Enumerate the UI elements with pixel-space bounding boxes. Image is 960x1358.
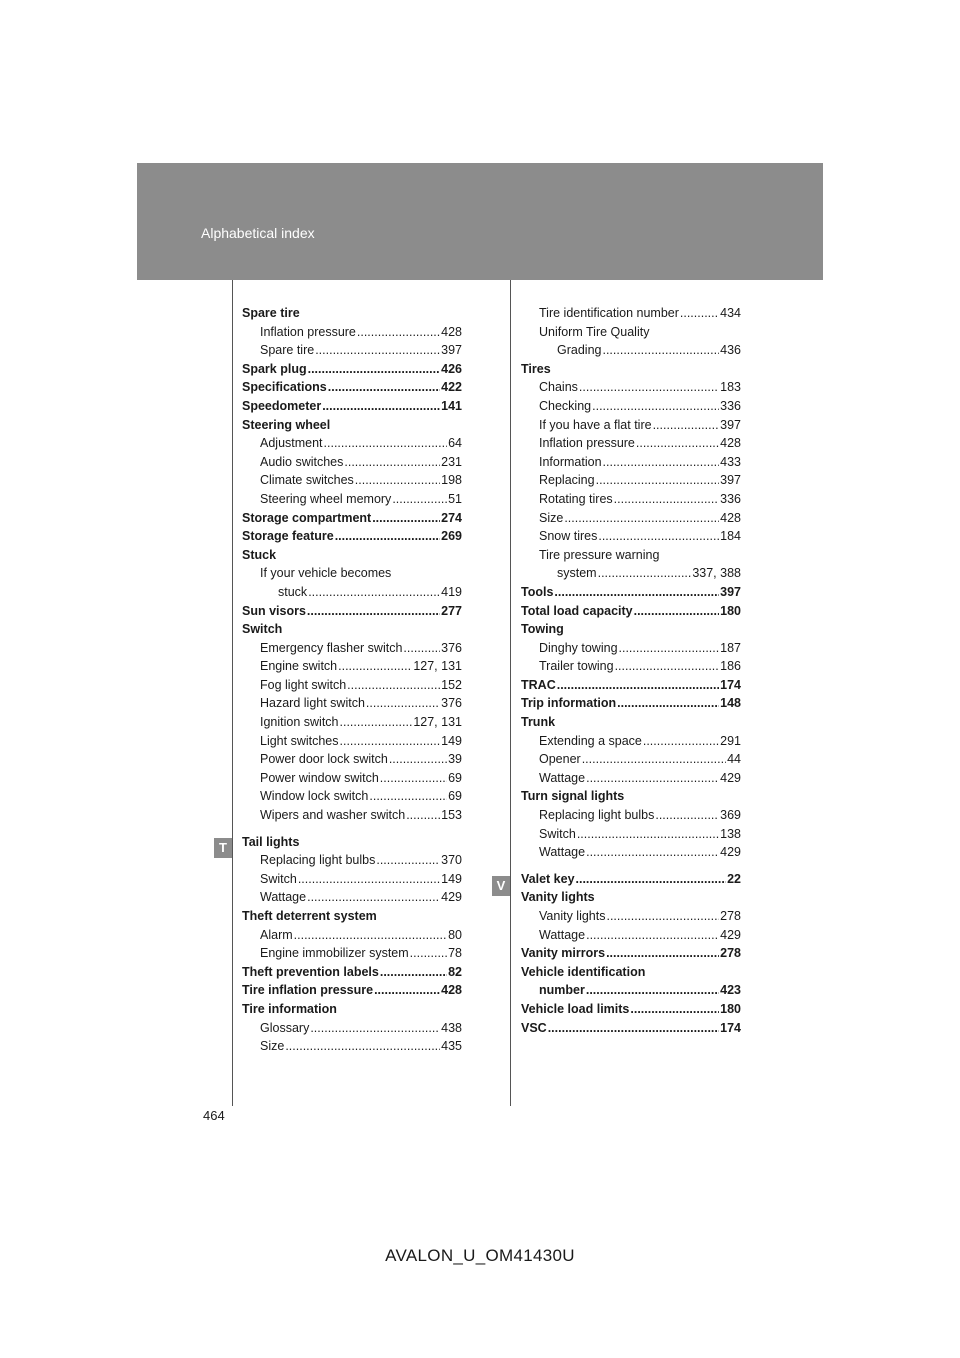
index-entry [242,602,462,621]
section-gap [521,862,741,870]
entry-label: Trailer towing [539,659,614,674]
dot-leader [596,471,720,490]
entry-label: Tire inflation pressure [242,983,374,998]
entry-label: Switch [260,871,297,886]
entry-label: Engine switch [260,659,338,674]
dot-leader [410,944,447,963]
index-entry [242,453,462,472]
page-reference: 64 [448,436,462,451]
index-entry [242,732,462,751]
page-reference: 149 [441,733,462,748]
index-entry [242,509,462,528]
dot-leader [335,527,440,546]
entry-label: Vanity lights [521,890,595,905]
index-entry [521,323,741,342]
index-entry [242,583,462,602]
entry-label: Inflation pressure [260,324,356,339]
entry-label: Trunk [521,715,556,730]
page-reference: 138 [720,826,741,841]
entry-label: Tires [521,361,551,376]
page-reference: 152 [441,677,462,692]
dot-leader [606,944,719,963]
index-entry [242,694,462,713]
index-entry [242,750,462,769]
entry-label: Rotating tires [539,491,613,506]
dot-leader [554,583,719,602]
entry-label: number [539,983,585,998]
index-entry [521,639,741,658]
index-entry [242,1019,462,1038]
index-entry [242,1037,462,1056]
dot-leader [340,732,441,751]
entry-label: Power door lock switch [260,752,388,767]
dot-leader [630,1000,719,1019]
index-entry [242,416,462,435]
index-entry [242,546,462,565]
index-entry [242,981,462,1000]
page-reference: 428 [720,510,741,525]
entry-label: Tire information [242,1001,337,1016]
dot-leader [653,416,720,435]
dot-leader [338,657,412,676]
index-entry [242,304,462,323]
dot-leader [576,870,727,889]
dot-leader [603,453,720,472]
index-entry [521,732,741,751]
page-reference: 419 [441,584,462,599]
page-reference: 433 [720,454,741,469]
letter-tab-t: T [214,838,232,858]
index-entry [242,676,462,695]
page-reference: 174 [720,677,741,692]
entry-label: Switch [539,826,576,841]
index-entry [242,323,462,342]
index-entry [521,453,741,472]
index-entry [521,806,741,825]
dot-leader [380,963,447,982]
entry-label: Adjustment [260,436,323,451]
index-entry [521,583,741,602]
index-entry [521,471,741,490]
entry-label: Dinghy towing [539,640,618,655]
dot-leader [598,564,692,583]
entry-label: Spare tire [242,306,300,320]
index-entry [521,416,741,435]
index-entry [242,713,462,732]
page-reference: 397 [720,417,741,432]
page-reference: 436 [720,343,741,358]
dot-leader [347,676,440,695]
index-entry [521,1019,741,1038]
page-reference: 231 [441,454,462,469]
index-entry [521,888,741,907]
dot-leader [328,378,440,397]
dot-leader [582,750,726,769]
page-reference: 180 [720,1001,741,1016]
index-entry [521,490,741,509]
dot-leader [369,787,447,806]
entry-label: Ignition switch [260,715,339,730]
dot-leader [357,323,440,342]
dot-leader [680,304,719,323]
index-column-right [521,304,741,1037]
index-entry [521,602,741,621]
entry-label: Vanity mirrors [521,946,606,961]
dot-leader [579,378,719,397]
dot-leader [617,694,719,713]
dot-leader [643,732,719,751]
entry-label: Fog light switch [260,677,347,692]
dot-leader [374,981,440,1000]
entry-label: Window lock switch [260,789,369,804]
page-reference: 174 [720,1020,741,1035]
entry-label: Valet key [521,871,575,886]
dot-leader [602,341,719,360]
entry-label: Wattage [539,770,586,785]
dot-leader [294,926,447,945]
index-entry [521,870,741,889]
page-reference: 51 [448,491,462,506]
page-reference: 278 [720,946,741,961]
index-entry [521,787,741,806]
index-entry [242,963,462,982]
index-entry [242,806,462,825]
dot-leader [598,527,719,546]
page-reference: 397 [720,473,741,488]
entry-label: If your vehicle becomes [260,566,392,581]
index-entry [521,434,741,453]
entry-label: Opener [539,752,581,767]
page-reference: 148 [720,696,741,711]
entry-label: system [557,566,597,581]
page-reference: 438 [441,1020,462,1035]
page-reference: 187 [720,640,741,655]
page-reference: 429 [720,770,741,785]
dot-leader [308,583,440,602]
index-entry [242,851,462,870]
dot-leader [586,926,719,945]
entry-label: Climate switches [260,473,354,488]
page-reference: 78 [448,946,462,961]
entry-label: Alarm [260,927,293,942]
index-entry [242,639,462,658]
dot-leader [548,1019,719,1038]
index-entry [242,620,462,639]
entry-label: Wattage [260,890,307,905]
dot-leader [557,676,719,695]
dot-leader [376,851,440,870]
entry-label: Steering wheel [242,417,331,432]
page-reference: 69 [448,789,462,804]
dot-leader [366,694,440,713]
page-reference: 274 [441,510,462,525]
index-column-left [242,304,462,1056]
entry-label: Trip information [521,696,617,711]
entry-label: Switch [242,622,283,637]
entry-label: Chains [539,380,578,395]
page-reference: 428 [441,324,462,339]
entry-label: Wattage [539,845,586,860]
entry-label: Total load capacity [521,603,633,618]
entry-label: Turn signal lights [521,789,625,804]
entry-label: Replacing light bulbs [539,808,655,823]
dot-leader [406,806,440,825]
entry-label: Storage compartment [242,510,372,525]
index-entry [521,713,741,732]
index-entry [242,833,462,852]
page-reference: 39 [448,752,462,767]
page-reference: 435 [441,1039,462,1054]
index-entry [242,1000,462,1019]
dot-leader [372,509,440,528]
page-reference: 127, 131 [413,659,462,674]
section-title: Alphabetical index [201,225,315,241]
entry-label: Wattage [539,927,586,942]
entry-label: Inflation pressure [539,436,635,451]
index-entry [521,378,741,397]
index-entry [242,341,462,360]
entry-label: Engine immobilizer system [260,946,409,961]
index-entry [521,843,741,862]
index-entry [521,509,741,528]
index-entry [521,564,741,583]
page-reference: 422 [441,380,462,395]
entry-label: Spare tire [260,343,315,358]
index-entry [521,907,741,926]
entry-label: Emergency flasher switch [260,640,403,655]
column-divider-right [510,280,511,1106]
index-entry [242,787,462,806]
entry-label: Tail lights [242,834,300,849]
dot-leader [310,1019,440,1038]
letter-tab-v: V [492,876,510,896]
dot-leader [380,769,447,788]
page-number: 464 [203,1108,225,1123]
index-entry [242,564,462,583]
page-reference: 127, 131 [413,715,462,730]
page-reference: 336 [720,491,741,506]
page-reference: 291 [720,733,741,748]
index-entry [521,694,741,713]
entry-label: Theft prevention labels [242,964,379,979]
entry-label: Snow tires [539,529,598,544]
dot-leader [586,769,719,788]
dot-leader [615,657,720,676]
index-entry [521,769,741,788]
index-entry [521,1000,741,1019]
dot-leader [619,639,720,658]
dot-leader [403,639,440,658]
page-reference: 69 [448,770,462,785]
dot-leader [340,713,413,732]
page-reference: 426 [441,361,462,376]
index-entry [242,870,462,889]
index-entry [242,926,462,945]
entry-label: Specifications [242,380,327,395]
entry-label: Uniform Tire Quality [539,324,650,339]
dot-leader [577,825,719,844]
entry-label: Towing [521,622,564,637]
entry-label: Sun visors [242,603,306,618]
index-entry [521,676,741,695]
entry-label: Vanity lights [539,909,606,923]
index-entry [521,750,741,769]
index-entry [521,981,741,1000]
entry-label: Vehicle load limits [521,1001,630,1016]
index-entry [242,769,462,788]
dot-leader [606,907,719,926]
page-reference: 336 [720,398,741,413]
page-reference: 423 [720,983,741,998]
index-entry [242,397,462,416]
index-entry [242,378,462,397]
dot-leader [564,509,719,528]
dot-leader [389,750,447,769]
dot-leader [307,888,440,907]
entry-label: Size [539,510,564,525]
index-entry [521,304,741,323]
dot-leader [324,434,448,453]
entry-label: Hazard light switch [260,696,365,711]
entry-label: Glossary [260,1020,310,1035]
index-entry [521,926,741,945]
index-entry [521,944,741,963]
dot-leader [634,602,720,621]
index-entry [521,657,741,676]
page-reference: 186 [720,659,741,674]
dot-leader [308,360,441,379]
index-entry [242,434,462,453]
entry-label: Audio switches [260,454,344,469]
index-entry [521,360,741,379]
dot-leader [285,1037,440,1056]
dot-leader [614,490,719,509]
dot-leader [586,843,719,862]
entry-label: TRAC [521,677,556,692]
entry-label: Tire identification number [539,306,679,320]
index-entry [242,657,462,676]
page-reference: 429 [441,890,462,905]
page-reference: 44 [727,752,741,767]
page-reference: 22 [727,871,741,886]
entry-label: Wipers and washer switch [260,808,406,823]
index-entry [521,341,741,360]
entry-label: Checking [539,398,592,413]
page-reference: 376 [441,640,462,655]
page-reference: 429 [720,927,741,942]
page-reference: 153 [441,808,462,823]
entry-label: Steering wheel memory [260,491,392,506]
page-reference: 278 [720,909,741,923]
page-reference: 141 [441,398,462,413]
page-reference: 434 [720,306,741,320]
page-reference: 369 [720,808,741,823]
index-entry [521,825,741,844]
index-entry [521,397,741,416]
page-reference: 397 [441,343,462,358]
page-reference: 397 [720,584,741,599]
index-entry [242,527,462,546]
entry-label: If you have a flat tire [539,417,652,432]
dot-leader [344,453,440,472]
page-reference: 180 [720,603,741,618]
entry-label: Speedometer [242,398,322,413]
entry-label: Grading [557,343,602,358]
column-divider-left [232,280,233,1106]
page-reference: 376 [441,696,462,711]
entry-label: Storage feature [242,529,334,544]
page-reference: 428 [720,436,741,451]
dot-leader [298,870,440,889]
entry-label: Replacing [539,473,595,488]
index-entry [242,907,462,926]
page-reference: 277 [441,603,462,618]
page-reference: 337, 388 [692,566,741,581]
index-entry [242,490,462,509]
page-reference: 428 [441,983,462,998]
index-entry [242,944,462,963]
entry-label: Spark plug [242,361,307,376]
entry-label: Replacing light bulbs [260,853,376,868]
entry-label: Light switches [260,733,339,748]
entry-label: Vehicle identification [521,964,646,979]
page-reference: 429 [720,845,741,860]
page-reference: 370 [441,853,462,868]
section-gap [242,825,462,833]
dot-leader [655,806,719,825]
entry-label: Tools [521,584,554,599]
dot-leader [586,981,719,1000]
entry-label: Information [539,454,602,469]
dot-leader [592,397,719,416]
index-entry [521,546,741,565]
header-bar [137,163,823,280]
page-reference: 183 [720,380,741,395]
entry-label: Power window switch [260,770,379,785]
page-reference: 198 [441,473,462,488]
index-entry [521,963,741,982]
entry-label: VSC [521,1020,547,1035]
dot-leader [636,434,719,453]
document-code: AVALON_U_OM41430U [385,1246,575,1265]
dot-leader [322,397,440,416]
dot-leader [315,341,440,360]
entry-label: Extending a space [539,733,642,748]
dot-leader [307,602,440,621]
entry-label: stuck [278,584,308,599]
index-entry [521,527,741,546]
page-reference: 149 [441,871,462,886]
entry-label: Theft deterrent system [242,909,377,923]
page-reference: 269 [441,529,462,544]
dot-leader [392,490,447,509]
entry-label: Size [260,1039,285,1054]
entry-label: Tire pressure warning [539,547,660,562]
index-entry [242,360,462,379]
page-reference: 82 [448,964,462,979]
dot-leader [355,471,440,490]
page-reference: 80 [448,927,462,942]
index-entry [521,620,741,639]
page-reference: 184 [720,529,741,544]
index-entry [242,888,462,907]
index-entry [242,471,462,490]
entry-label: Stuck [242,547,277,562]
